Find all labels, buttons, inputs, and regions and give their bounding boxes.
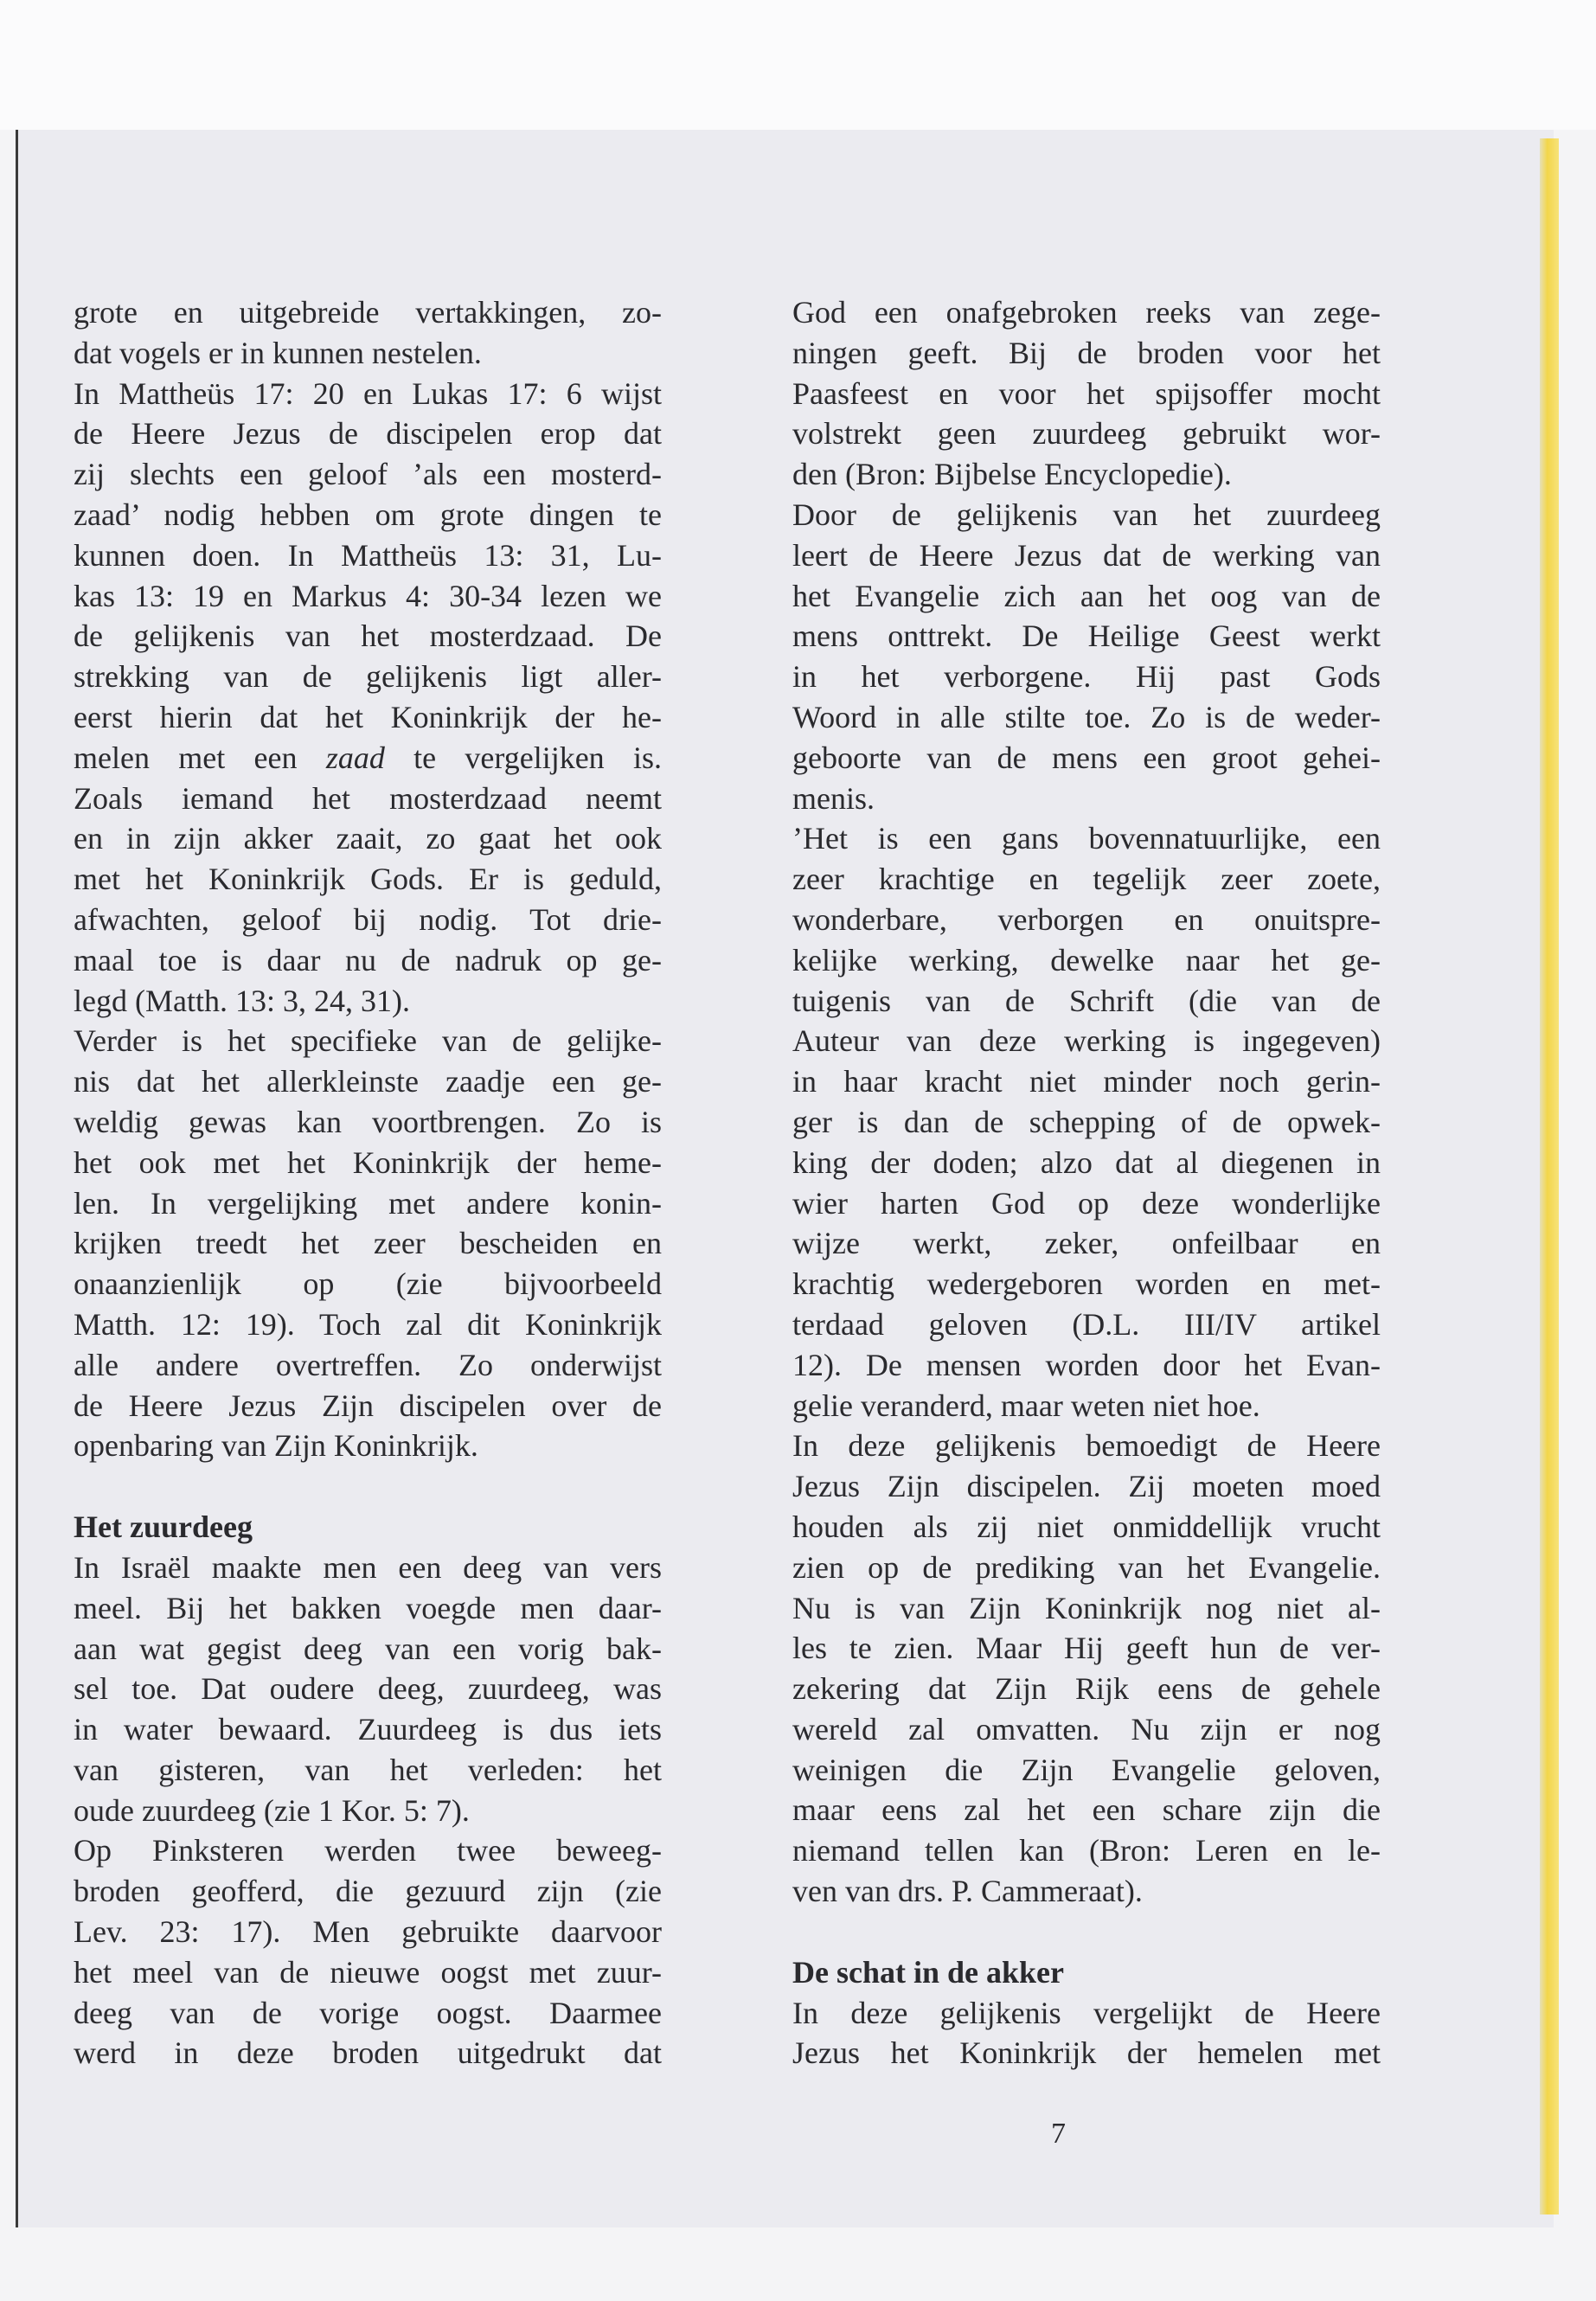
text-line: kunnen doen. In Mattheüs 13: 31, Lu- [74,537,662,573]
text-line: werd in deze broden uitgedrukt dat [74,2035,662,2071]
section-heading: Het zuurdeeg [74,1509,253,1545]
section-heading: De schat in de akker [792,1954,1064,1990]
text-line: wier harten God op deze wonderlijke [792,1185,1381,1221]
text-line: In Mattheüs 17: 20 en Lukas 17: 6 wijst [74,375,662,411]
text-line [74,738,662,779]
right-column [792,292,1381,2073]
text-line: Paasfeest en voor het spijsoffer mocht [792,375,1381,411]
text-line: wonderbare, verborgen en onuitspre- [792,901,1381,937]
text-line: Matth. 12: 19). Toch zal dit Koninkrijk [74,1306,662,1342]
text-line: maar eens zal het een schare zijn die [792,1792,1381,1828]
text-line: deeg van de vorige oogst. Daarmee [74,1995,662,2030]
left-column [74,292,662,2073]
text-line: geboorte van de mens een groot gehei- [792,740,1381,775]
paragraph [792,1993,1381,2074]
text-line: het Evangelie zich aan het oog van de [792,578,1381,613]
paragraph [74,1830,662,2073]
text-line: Op Pinksteren werden twee beweeg- [74,1833,662,1868]
text-line: oude zuurdeeg (zie 1 Kor. 5: 7). [74,1792,470,1828]
text-line: weldig gewas kan voortbrengen. Zo is [74,1104,662,1139]
text-line: alle andere overtreffen. Zo onderwijst [74,1347,662,1382]
text-line: Woord in alle stilte toe. Zo is de weder- [792,699,1381,734]
paragraph [74,292,662,374]
text-line: ’Het is een gans bovennatuurlijke, een [792,821,1381,856]
text-line: van gisteren, van het verleden: het [74,1752,662,1787]
text-line: menis. [792,780,875,816]
text-line: de gelijkenis van het mosterdzaad. De [74,619,662,654]
text-line: zeer krachtige en tegelijk zeer zoete, [792,862,1381,897]
text-line: afwachten, geloof bij nodig. Tot drie- [74,901,662,937]
text-line: zij slechts een geloof ’als een mosterd- [74,457,662,492]
page-number: 7 [1051,2118,1066,2150]
text-line: krachtig wedergeboren worden en met- [792,1266,1381,1302]
text-line: Auteur van deze werking is ingegeven) [792,1023,1381,1059]
text-line: in haar kracht niet minder noch gerin- [792,1064,1381,1099]
text-line: leert de Heere Jezus dat de werking van [792,537,1381,573]
text-line: gelie veranderd, maar weten niet hoe. [792,1388,1260,1423]
paragraph [792,292,1381,495]
text-line: God een onafgebroken reeks van zege- [792,295,1381,330]
text-line: len. In vergelijking met andere konin- [74,1185,662,1221]
text-line: zekering dat Zijn Rijk eens de gehele [792,1671,1381,1707]
text-line: 12). De mensen worden door het Evan- [792,1347,1381,1382]
text-line: tuigenis van de Schrift (die van de [792,983,1381,1018]
text-line: in het verborgene. Hij past Gods [792,659,1381,695]
text-line: Lev. 23: 17). Men gebruikte daarvoor [74,1914,662,1950]
text-line: legd (Matth. 13: 3, 24, 31). [74,983,410,1018]
text-line: openbaring van Zijn Koninkrijk. [74,1428,478,1464]
text-line: den (Bron: Bijbelse Encyclopedie). [792,457,1232,492]
text-line: en in zijn akker zaait, zo gaat het ook [74,821,662,856]
text-line: het meel van de nieuwe oogst met zuur- [74,1954,662,1990]
text-line: sel toe. Dat oudere deeg, zuurdeeg, was [74,1671,662,1707]
paragraph [74,1548,662,1831]
text-line: Door de gelijkenis van het zuurdeeg [792,497,1381,532]
text-line: ger is dan de schepping of de opwek- [792,1104,1381,1139]
text-line: Nu is van Zijn Koninkrijk nog niet al- [792,1590,1381,1625]
text-line: strekking van de gelijkenis ligt aller- [74,659,662,695]
text-line: zaad’ nodig hebben om grote dingen te [74,497,662,532]
text-line: krijken treedt het zeer bescheiden en [74,1226,662,1261]
text-line: in water bewaard. Zuurdeeg is dus iets [74,1712,662,1747]
paragraph [792,818,1381,1426]
text-line: broden geofferd, die gezuurd zijn (zie [74,1874,662,1909]
text-line: meel. Bij het bakken voegde men daar- [74,1590,662,1625]
text-line: volstrekt geen zuurdeeg gebruikt wor- [792,416,1381,452]
text-line: aan wat gegist deeg van een vorig bak- [74,1631,662,1666]
text-line: met het Koninkrijk Gods. Er is geduld, [74,862,662,897]
text-line: zien op de prediking van het Evangelie. [792,1549,1381,1585]
text-line: Jezus Zijn discipelen. Zij moeten moed [792,1469,1381,1504]
text-line: Zoals iemand het mosterdzaad neemt [74,780,662,816]
text-line: dat vogels er in kunnen nestelen. [74,335,482,370]
text-line: de Heere Jezus de discipelen erop dat [74,416,662,452]
text-line: houden als zij niet onmiddellijk vrucht [792,1509,1381,1544]
text-line: eerst hierin dat het Koninkrijk der he- [74,699,662,734]
text-line: ven van drs. P. Cammeraat). [792,1874,1143,1909]
text-line: kelijke werking, dewelke naar het ge- [792,942,1381,977]
text-line: onaanzienlijk op (zie bijvoorbeeld [74,1266,662,1302]
text-line: kas 13: 19 en Markus 4: 30-34 lezen we [74,578,662,613]
paragraph [792,1426,1381,1912]
text-line: nis dat het allerkleinste zaadje een ge- [74,1064,662,1099]
italic-text: zaad [325,740,385,775]
paragraph [74,1021,662,1466]
text-segment: te vergelijken is. [384,740,662,775]
text-line: niemand tellen kan (Bron: Leren en le- [792,1833,1381,1868]
text-line: maal toe is daar nu de nadruk op ge- [74,942,662,977]
text-line: weinigen die Zijn Evangelie geloven, [792,1752,1381,1787]
text-line: ningen geeft. Bij de broden voor het [792,335,1381,370]
text-line: In Israël maakte men een deeg van vers [74,1549,662,1585]
scan-margin [0,0,1596,130]
text-segment: melen met een [74,740,326,775]
text-line: de Heere Jezus Zijn discipelen over de [74,1388,662,1423]
paragraph [792,495,1381,818]
text-line: het ook met het Koninkrijk der heme- [74,1144,662,1180]
page-edge-strip [1540,138,1559,2214]
text-line: grote en uitgebreide vertakkingen, zo- [74,295,662,330]
paragraph [74,374,662,1022]
text-line: wijze werkt, zeker, onfeilbaar en [792,1226,1381,1261]
text-line: In deze gelijkenis vergelijkt de Heere [792,1995,1381,2030]
text-line: In deze gelijkenis bemoedigt de Heere [792,1428,1381,1464]
text-line: wereld zal omvatten. Nu zijn er nog [792,1711,1381,1747]
text-line: king der doden; alzo dat al diegenen in [792,1144,1381,1180]
text-line: Verder is het specifieke van de gelijke- [74,1023,662,1059]
text-line: terdaad geloven (D.L. III/IV artikel [792,1306,1381,1342]
text-line: Jezus het Koninkrijk der hemelen met [792,2035,1381,2071]
text-line: mens onttrekt. De Heilige Geest werkt [792,619,1381,654]
text-line: les te zien. Maar Hij geeft hun de ver- [792,1631,1381,1666]
